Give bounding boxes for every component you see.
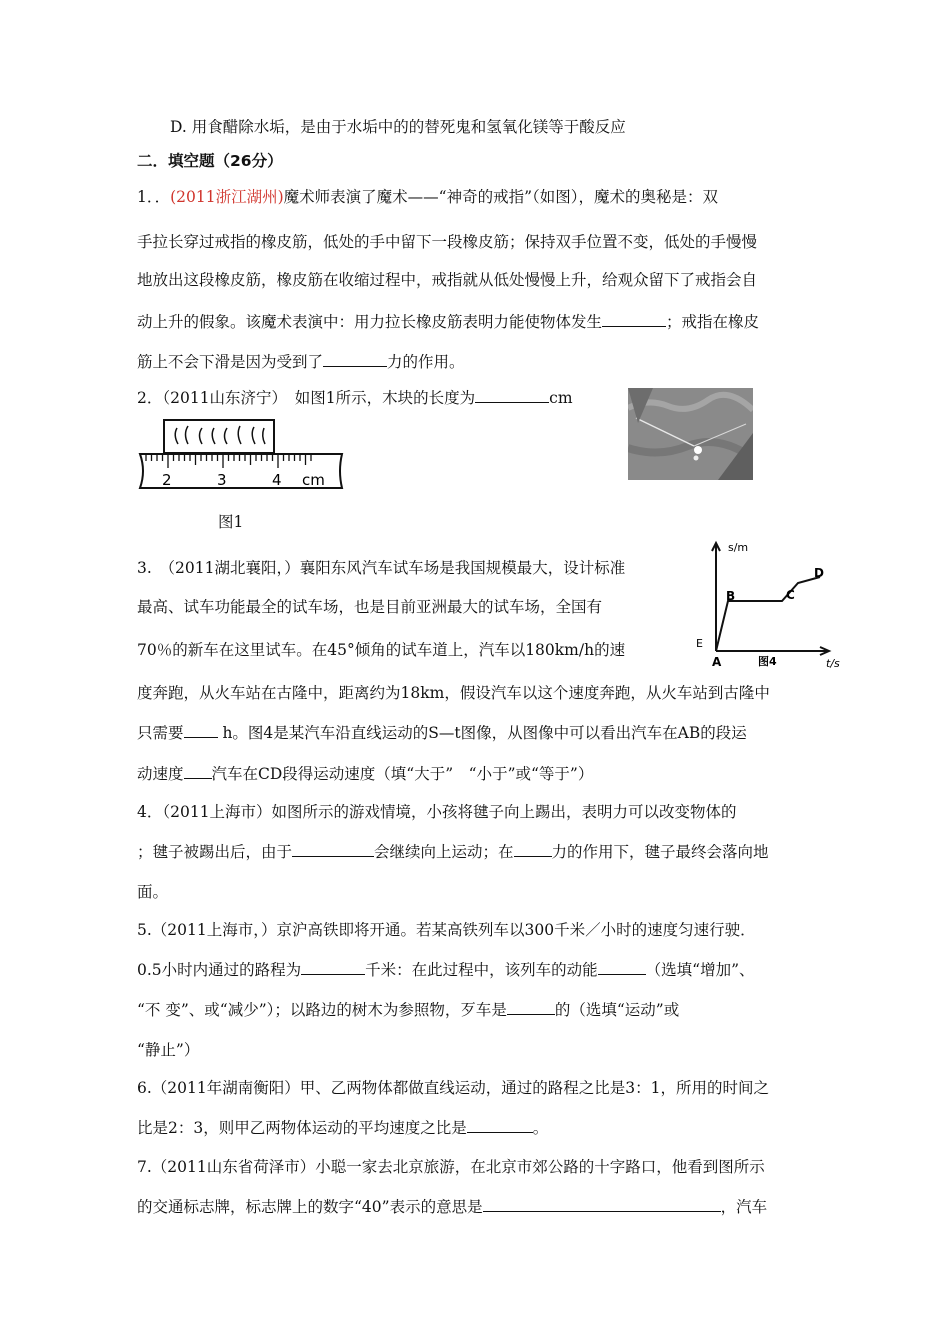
q5-text: 的（选填“运动”或 xyxy=(554,1001,680,1019)
q5-line4: “静止”） xyxy=(137,1041,200,1059)
q5-text: 0.5小时内通过的路程为 xyxy=(137,961,302,979)
point-a: A xyxy=(712,655,722,669)
q1-source: (2011浙江湖州) xyxy=(170,188,284,206)
answer-blank[interactable] xyxy=(602,312,666,327)
q4-line1: 4．（2011上海市）如图所示的游戏情境，小孩将毽子向上踢出，表明力可以改变物体的 xyxy=(137,803,737,821)
q3-line2: 最高、试车功能最全的试车场，也是目前亚洲最大的试车场，全国有 xyxy=(137,598,603,616)
y-axis-label: s/m xyxy=(728,541,749,554)
q4-text: 会继续向上运动；在 xyxy=(374,843,514,861)
st-graph xyxy=(696,541,852,670)
answer-blank[interactable] xyxy=(467,1118,533,1133)
q2-text: 2．（2011山东济宁） 如图1所示，木块的长度为 xyxy=(137,389,476,407)
q4-line3: 面。 xyxy=(137,883,169,901)
answer-blank[interactable] xyxy=(507,1000,555,1015)
q7-line1: 7.（2011山东省荷泽市）小聪一家去北京旅游，在北京市郊公路的十字路口，他看到图所示 xyxy=(137,1158,765,1176)
q1-line4 xyxy=(137,312,759,332)
ruler-figure xyxy=(132,418,352,498)
q6-line1: 6.（2011年湖南衡阳）甲、乙两物体都做直线运动，通过的路程之比是3：1，所用的时间之 xyxy=(137,1079,769,1097)
answer-blank[interactable] xyxy=(292,842,374,857)
q3-text: h。图4是某汽车沿直线运动的S—t图像，从图像中可以看出汽车在AB的段运 xyxy=(217,724,747,742)
answer-blank[interactable] xyxy=(475,388,549,403)
q1-line2: 手拉长穿过戒指的橡皮筋，低处的手中留下一段橡皮筋；保持双手位置不变，低处的手慢慢 xyxy=(137,233,758,251)
q5-line3 xyxy=(137,1000,679,1020)
q5-text: （选填“增加”、 xyxy=(645,961,755,979)
answer-blank[interactable] xyxy=(483,1197,721,1212)
unit-label: cm xyxy=(302,471,325,489)
q1-number: 1．． xyxy=(137,188,171,206)
q3-text: 只需要 xyxy=(137,724,184,742)
q1-text: 筋上不会下滑是因为受到了 xyxy=(137,353,324,371)
answer-blank[interactable] xyxy=(184,723,218,738)
q5-line1: 5.（2011上海市，）京沪高铁即将开通。若某高铁列车以300千米／小时的速度匀速行驶． xyxy=(137,921,756,939)
section-heading: 二．填空题（26分） xyxy=(137,152,283,170)
magic-ring-photo xyxy=(628,388,753,480)
answer-blank[interactable] xyxy=(514,842,552,857)
photo-texture xyxy=(628,388,753,480)
q5-text: “不 变”、或“减少”）；以路边的树木为参照物，歹车是 xyxy=(137,1001,507,1019)
q7-text: 的交通标志牌，标志牌上的数字“40”表示的意思是 xyxy=(137,1198,483,1216)
tick-label: 3 xyxy=(217,471,227,489)
point-d: D xyxy=(814,566,824,580)
q6-text: 比是2：3，则甲乙两物体运动的平均速度之比是 xyxy=(137,1119,467,1137)
q3-text: 汽车在CD段得运动速度（填“大于” “小于”或“等于”） xyxy=(211,765,594,783)
q1-text: ；戒指在橡皮 xyxy=(666,313,760,331)
figure4-caption: 图4 xyxy=(758,655,777,668)
q3-line5 xyxy=(137,723,747,743)
figure1-caption: 图1 xyxy=(218,513,244,531)
q3-text: 动速度 xyxy=(137,765,184,783)
q1-line3: 地放出这段橡皮筋，橡皮筋在收缩过程中，戒指就从低处慢慢上升，给观众留下了戒指会自 xyxy=(137,271,758,289)
answer-blank[interactable] xyxy=(184,764,212,779)
x-axis-label: t/s xyxy=(826,657,840,670)
point-b: B xyxy=(726,589,736,603)
point-c: C xyxy=(786,588,795,602)
q7-text: ，汽车 xyxy=(720,1198,768,1216)
q3-line6 xyxy=(137,764,593,784)
q5-text: 千米：在此过程中，该列车的动能 xyxy=(365,961,598,979)
q4-text: 力的作用下，毽子最终会落向地 xyxy=(551,843,769,861)
q2-unit: cm xyxy=(549,389,573,407)
q5-line2 xyxy=(137,960,755,980)
q1-line5 xyxy=(137,352,465,372)
q1-line1 xyxy=(137,187,718,207)
answer-blank[interactable] xyxy=(301,960,365,975)
q4-text: ；毽子被踢出后，由于 xyxy=(137,843,293,861)
q1-text: 魔术师表演了魔术——“神奇的戒指”（如图），魔术的奥秘是：双 xyxy=(283,188,719,206)
q4-line2 xyxy=(137,842,769,862)
tick-label: 2 xyxy=(162,471,172,489)
q3-line3: 70％的新车在这里试车。在45°倾角的试车道上，汽车以180km/h的速 xyxy=(137,641,626,659)
q7-line2 xyxy=(137,1197,767,1217)
q6-text: 。 xyxy=(532,1119,549,1137)
q1-text: 力的作用。 xyxy=(387,353,465,371)
q2-line xyxy=(137,388,573,408)
q3-line4: 度奔跑，从火车站在古隆中，距离约为18km，假设汽车以这个速度奔跑，从火车站到古隆中 xyxy=(137,684,770,702)
q3-line1: 3. （2011湖北襄阳，）襄阳东风汽车试车场是我国规模最大，设计标准 xyxy=(137,559,626,577)
q6-line2 xyxy=(137,1118,548,1138)
tick-label: 4 xyxy=(272,471,282,489)
answer-blank[interactable] xyxy=(598,960,646,975)
option-d: D. 用食醋除水垢，是由于水垢中的的替死鬼和氢氧化镁等于酸反应 xyxy=(170,118,626,136)
q1-text: 动上升的假象。该魔术表演中：用力拉长橡皮筋表明力能使物体发生 xyxy=(137,313,603,331)
answer-blank[interactable] xyxy=(323,352,387,367)
wood-block xyxy=(164,420,274,453)
stray-mark: E xyxy=(696,637,703,650)
